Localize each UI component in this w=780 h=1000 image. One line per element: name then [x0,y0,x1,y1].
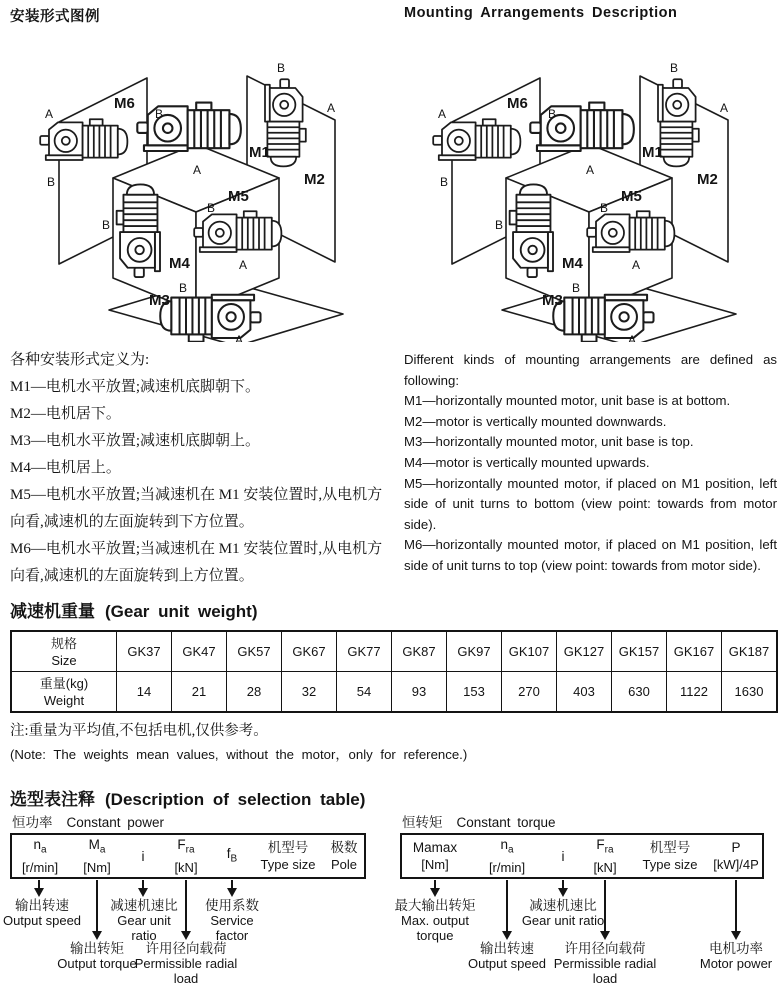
left-section-title: 安装形式图例 [10,9,100,25]
col-pole: 极数 Pole [330,840,358,872]
col-ratio: i [141,848,145,864]
size-cell: GK87 [392,631,447,672]
definition-item: M5—电机水平放置;当减速机在 M1 安装位置时,从电机方向看,减速机的左面旋转到下方位置。 [10,487,383,530]
definitions-cn-intro: 各种安装形式定义为: [10,352,150,368]
weight-cell: 153 [447,672,502,713]
size-cell: GK127 [557,631,612,672]
down-arrow-icon [185,880,187,932]
definitions-en-intro: Different kinds of mounting arrangements are defined as following: [404,352,777,388]
definition-item: M2—motor is vertically mounted downwards. [404,413,667,429]
weight-section-heading [10,597,258,622]
weight-cell: 14 [117,672,172,713]
down-arrow-icon [506,880,508,932]
col-fra: $F_{ra}$ [kN] [174,837,198,875]
callout-permissible-radial-load: 许用径向载荷 Permissible radial load [134,941,238,986]
callout-permissible-radial-load: 许用径向载荷 Permissible radial load [553,941,657,986]
col-ratio: i [561,848,565,864]
size-cell: GK47 [172,631,227,672]
constant-power-label-cn: 恒功率 [12,815,53,830]
down-arrow-icon [562,880,564,889]
size-cell: GK77 [337,631,392,672]
weight-cell: 270 [502,672,557,713]
weight-note-cn: 注:重量为平均值,不包括电机,仅供参考。 [10,723,268,739]
weight-cell: 1630 [722,672,778,713]
down-arrow-icon [434,880,436,889]
down-arrow-icon [142,880,144,889]
weight-cell: 54 [337,672,392,713]
weight-cell: 21 [172,672,227,713]
size-cell: GK97 [447,631,502,672]
col-type-size: 机型号 Type size [260,840,316,872]
constant-torque-label [402,811,556,831]
down-arrow-icon [231,880,233,889]
weight-label-en: Weight [43,692,85,708]
down-arrow-icon [96,880,98,932]
definition-item: M4—电机居上。 [10,460,121,476]
right-section-title: Mounting Arrangements Description [404,5,678,21]
constant-power-label-en: Constant power [66,815,165,830]
definitions-chinese [10,347,394,590]
constant-torque-header-box [400,833,764,879]
definition-item: M3—horizontally mounted motor, unit base is top. [404,434,694,450]
size-label-cn: 规格 [50,635,77,651]
callout-max-output-torque: 最大输出转矩 Max. output torque [394,898,476,943]
size-cell: GK187 [722,631,778,672]
constant-power-header-box [10,833,366,879]
callout-output-torque: 输出转矩 Output torque [57,941,137,971]
weight-row-label [11,672,117,713]
down-arrow-icon [38,880,40,889]
down-arrow-icon [735,880,737,932]
definition-item: M2—电机居下。 [10,406,121,422]
col-mamax: Mamax [Nm] [412,840,458,872]
definition-item: M6—电机水平放置;当减速机在 M1 安装位置时,从电机方向看,减速机的左面旋转到上方位置。 [10,541,383,584]
constant-power-label [12,811,164,831]
col-fb: $f_B$ [226,845,238,865]
constant-torque-label-cn: 恒转矩 [402,815,443,830]
weight-cell: 403 [557,672,612,713]
weight-heading-cn: 减速机重量 [10,602,95,621]
gear-unit-weight-table [10,630,778,713]
weight-cell: 32 [282,672,337,713]
size-row-label [11,631,117,672]
callout-gear-unit-ratio: 减速机速比 Gear unit ratio [110,898,178,943]
weight-cell: 1122 [667,672,722,713]
col-power: P [kW]/4P [713,840,759,872]
selection-section-heading [10,785,365,810]
col-na: $n_a$ [r/min] [488,837,526,875]
mounting-diagram-right [394,26,779,342]
size-cell: GK67 [282,631,337,672]
weight-note-en: (Note: The weights mean values, without the motor，only for reference.) [10,747,468,762]
weight-label-cn: 重量(kg) [39,675,89,691]
weight-cell: 630 [612,672,667,713]
mounting-diagram-left [1,26,386,342]
size-cell: GK107 [502,631,557,672]
selection-heading-en: (Description of selection table) [105,790,366,809]
definition-item: M5—horizontally mounted motor, if placed on M1 position, left side of unit turns to bottom (view point: towards from motor side). [404,475,777,532]
definition-item: M6—horizontally mounted motor, if placed on M1 position, left side of unit turns to top (view point: towards from motor side). [404,537,777,573]
table-row-weight [11,672,777,713]
col-type-size: 机型号 Type size [642,840,698,872]
definitions-english [404,350,777,577]
definition-item: M3—电机水平放置;减速机底脚朝上。 [10,433,261,449]
weight-heading-en: (Gear unit weight) [105,602,258,621]
constant-torque-label-en: Constant torque [456,815,556,830]
callout-output-speed: 输出转速 Output speed [2,898,82,928]
weight-cell: 28 [227,672,282,713]
size-cell: GK157 [612,631,667,672]
definition-item: M1—horizontally mounted motor, unit base is at bottom. [404,393,731,409]
callout-gear-unit-ratio: 减速机速比 Gear unit ratio [521,898,605,928]
col-na: $n_a$ [r/min] [21,837,59,875]
selection-heading-cn: 选型表注释 [10,790,95,809]
callout-service-factor: 使用系数 Service factor [205,898,259,943]
size-cell: GK37 [117,631,172,672]
size-label-en: Size [51,652,77,668]
weight-cell: 93 [392,672,447,713]
col-ma: $M_a$ [Nm] [83,837,111,875]
size-cell: GK167 [667,631,722,672]
callout-output-speed: 输出转速 Output speed [467,941,547,971]
table-row-size [11,631,777,672]
definition-item: M1—电机水平放置;减速机底脚朝下。 [10,379,261,395]
col-fra: $F_{ra}$ [kN] [593,837,617,875]
callout-motor-power: 电机功率 Motor power [699,941,773,971]
definition-item: M4—motor is vertically mounted upwards. [404,454,650,470]
size-cell: GK57 [227,631,282,672]
